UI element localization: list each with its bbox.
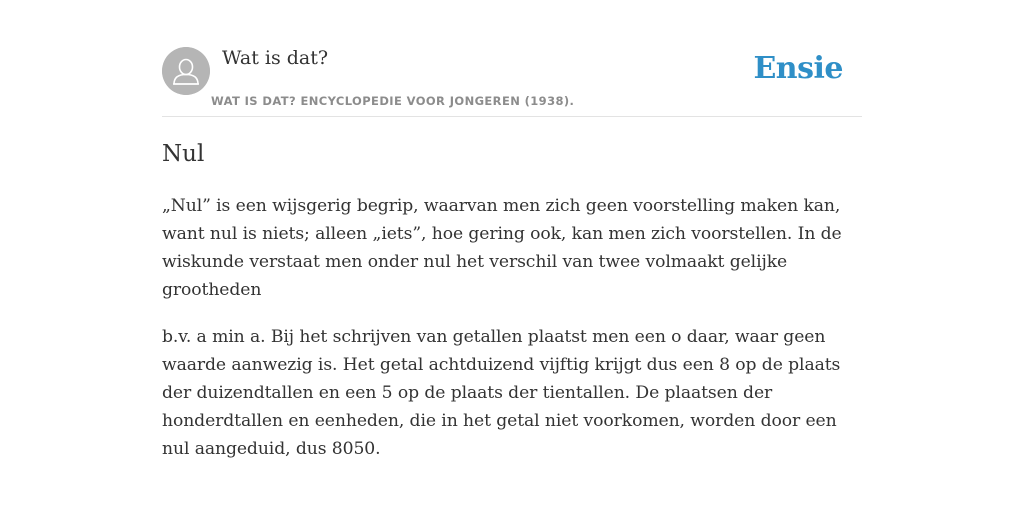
- entry-paragraph-2: b.v. a min a. Bij het schrijven van getallen plaatst men een o daar, waar geen waarde aanwezig is. Het getal achtduizend vijftig krijgt dus een 8 op de plaats der duizendtallen en een 5 op de plaats der tientallen. De plaatsen der honderdtallen en eenheden, die in het getal niet voorkomen, worden door een nul aangeduid, dus 8050.: [162, 327, 841, 459]
- ensie-logo[interactable]: Ensie: [753, 51, 843, 86]
- source-subtitle: WAT IS DAT? ENCYCLOPEDIE VOOR JONGEREN (1938).: [211, 94, 575, 108]
- entry-paragraph-1: „Nul” is een wijsgerig begrip, waarvan men zich geen voorstelling maken kan, want nul is niets; alleen „iets”, hoe gering ook, kan men zich voorstellen. In de wiskunde verstaat men onder nul het verschil van twee volmaakt gelijke grootheden: [162, 196, 842, 300]
- source-title-link[interactable]: Wat is dat?: [222, 47, 329, 69]
- article: [162, 0, 862, 459]
- entry-title: Nul: [162, 141, 205, 167]
- source-header: [162, 0, 862, 117]
- person-silhouette-icon: [162, 47, 210, 95]
- user-avatar-icon[interactable]: [162, 47, 210, 95]
